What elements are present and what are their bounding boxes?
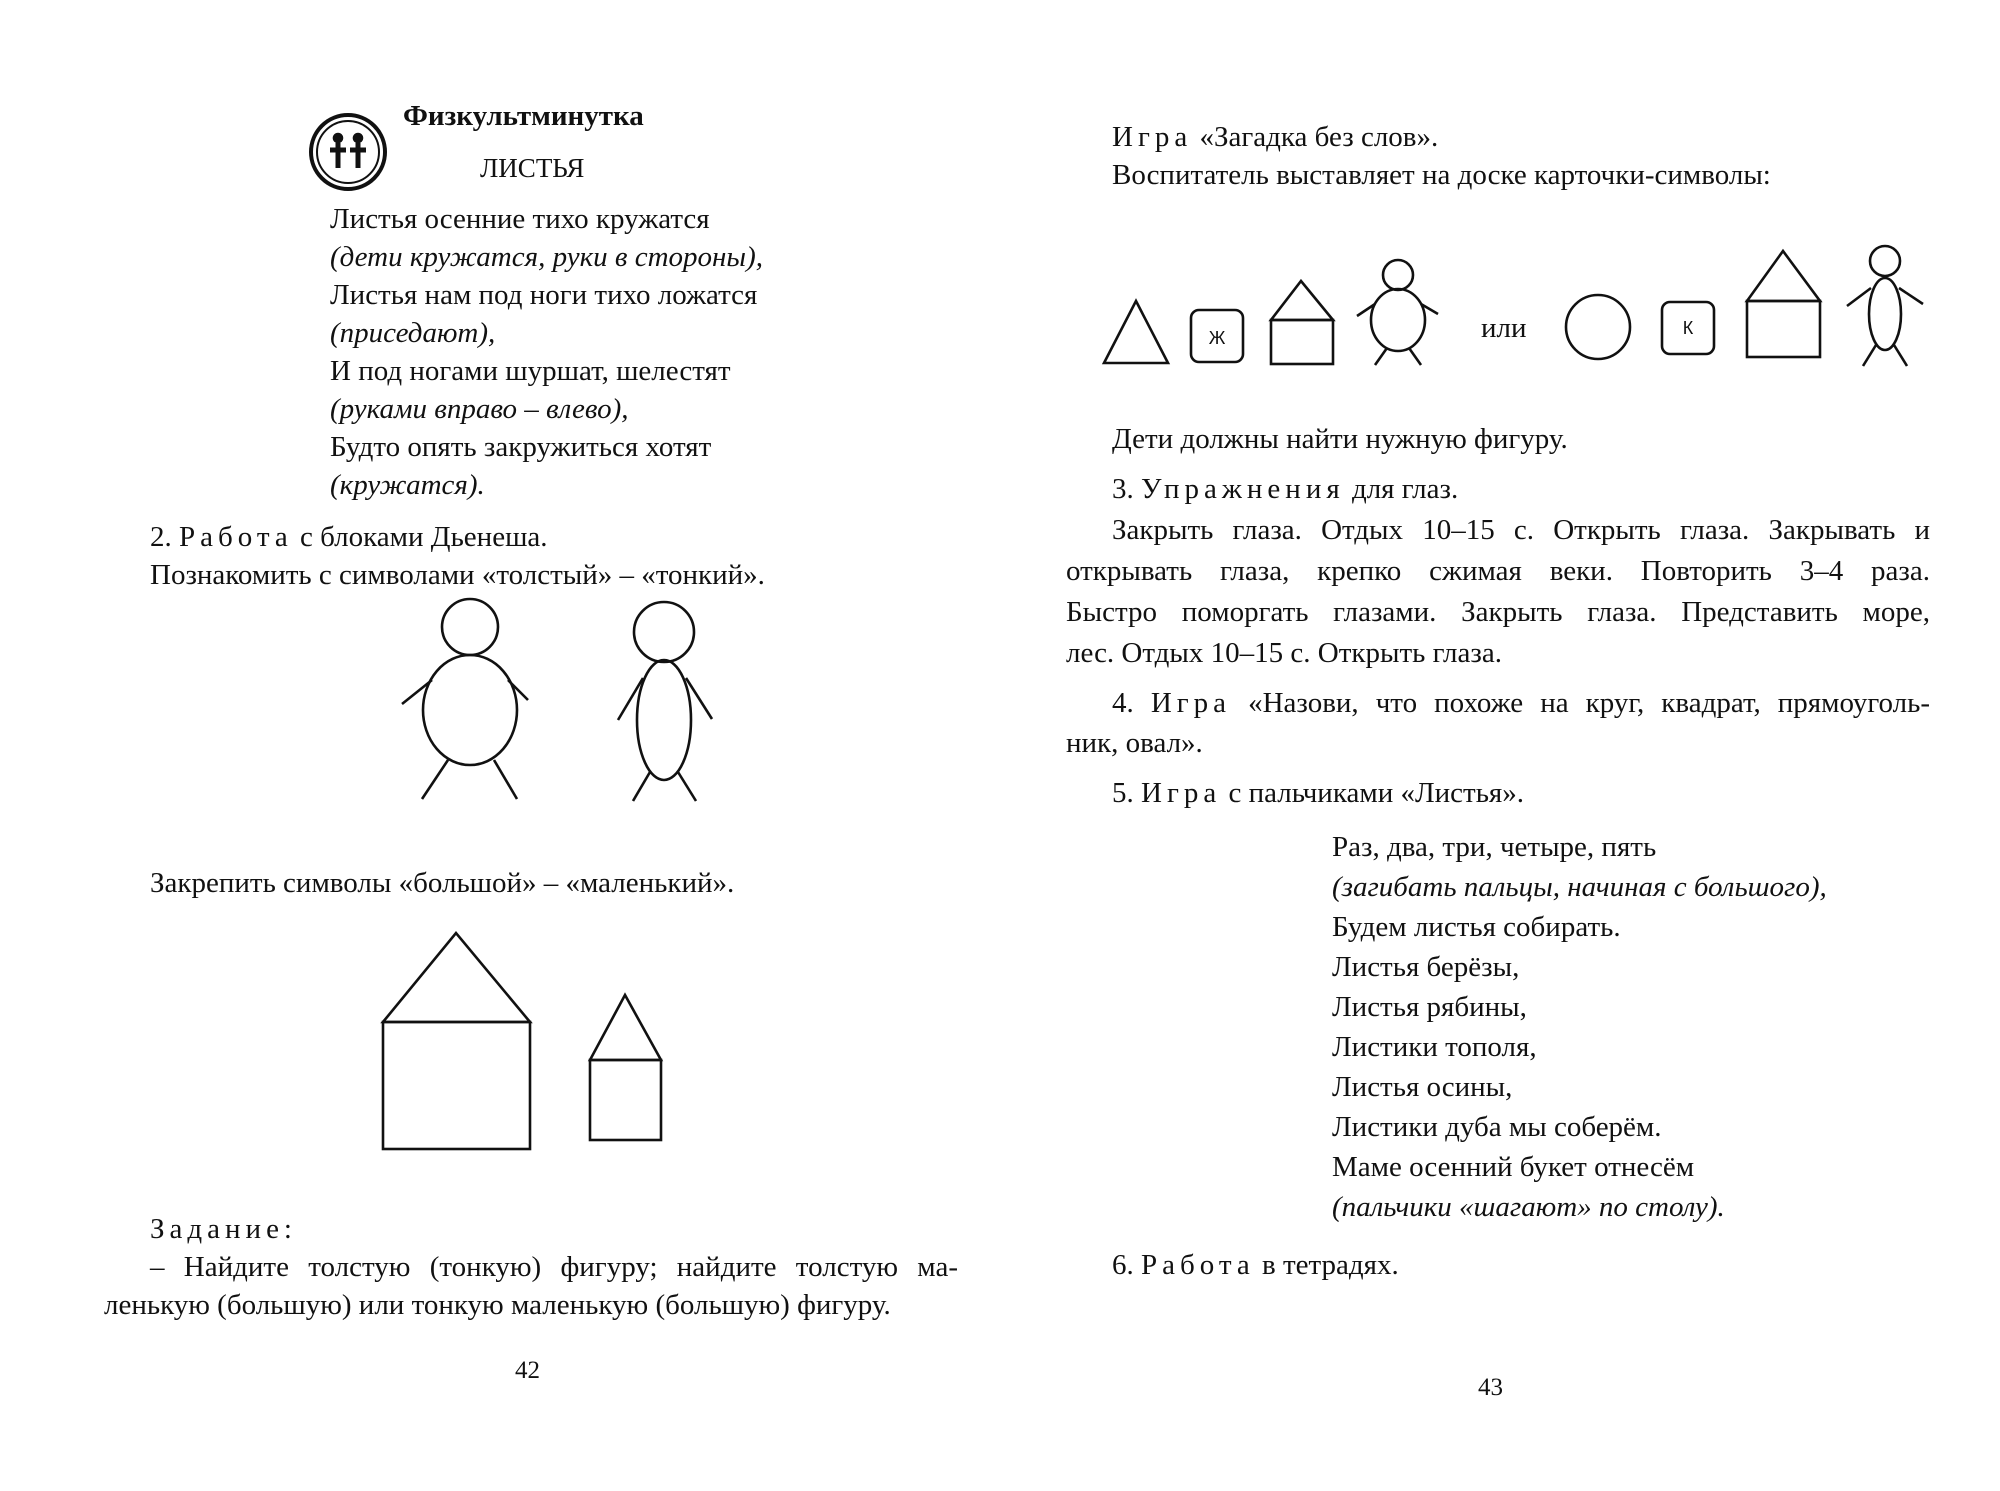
poem-line: Маме осенний букет отнесём (1332, 1151, 1695, 1183)
task-line: ленькую (большую) или тонкую маленькую (большую) фигуру. (104, 1289, 891, 1321)
section-rest: «Назови, что похоже на круг, квадрат, прямоуголь- (1248, 687, 1931, 719)
card-k-icon (1660, 300, 1720, 360)
task-label: Задание: (150, 1213, 297, 1245)
card-letter: К (1682, 318, 1694, 338)
big-house-icon (1744, 248, 1824, 363)
section-number: 5. (1112, 777, 1134, 809)
section-2-heading (150, 518, 548, 556)
circle-icon (1563, 292, 1633, 362)
fat-person-icon (1355, 258, 1440, 368)
poem-line: И под ногами шуршат, шелестят (330, 355, 731, 387)
poem-line: (загибать пальцы, начиная с большого), (1332, 871, 1827, 903)
poem-line: Раз, два, три, четыре, пять (1332, 831, 1657, 863)
poem-line: (приседают), (330, 317, 496, 349)
section-3-line: Закрыть глаза. Отдых 10–15 с. Открыть глаза. Закрывать и (1112, 514, 1930, 546)
right-page (1000, 0, 2000, 1491)
section-subtitle: ЛИСТЬЯ (480, 153, 585, 183)
section-number: 3. (1112, 473, 1134, 505)
house-icon (1268, 278, 1338, 368)
poem-line: Листики дуба мы соберём. (1332, 1111, 1662, 1143)
big-house-icon (380, 930, 535, 1155)
children-text: Дети должны найти нужную фигуру. (1112, 423, 1568, 455)
section-keyword: Работа (1141, 1249, 1255, 1281)
section-rest: с блоками Дьенеша. (300, 521, 548, 553)
section-number: 4. (1112, 687, 1134, 719)
card-zh-icon (1189, 308, 1249, 368)
card-letter: Ж (1208, 328, 1226, 348)
poem-line: Листья нам под ноги тихо ложатся (330, 279, 758, 311)
section-title: Физкультминутка (403, 100, 644, 132)
section-3-heading (1112, 470, 1458, 508)
poem-line: Листья рябины, (1332, 991, 1527, 1023)
page-number: 42 (515, 1357, 540, 1384)
section-rest: в тетрадях. (1262, 1249, 1399, 1281)
game-1-heading (1112, 118, 1438, 156)
fat-person-icon (400, 598, 530, 808)
section-6-heading (1112, 1246, 1399, 1284)
poem-line: Будем листья собирать. (1332, 911, 1621, 943)
poem-line: Листья берёзы, (1332, 951, 1520, 983)
section-keyword: Работа (179, 521, 293, 553)
poem-line: Будто опять закружиться хотят (330, 431, 712, 463)
poem-line: (пальчики «шагают» по столу). (1332, 1191, 1725, 1223)
triangle-icon (1101, 297, 1171, 367)
section-5-heading (1112, 774, 1524, 812)
section-keyword: Игра (1150, 687, 1232, 719)
section-4-text: ник, овал». (1066, 727, 1203, 759)
section-2-text: Познакомить с символами «толстый» – «тонкий». (150, 559, 765, 591)
poem-line: Листики тополя, (1332, 1031, 1537, 1063)
thin-person-icon (612, 598, 722, 808)
reinforce-text: Закрепить символы «большой» – «маленький». (150, 867, 735, 899)
section-rest: с пальчиками «Листья». (1228, 777, 1525, 809)
section-number: 6. (1112, 1249, 1134, 1281)
section-rest: «Загадка без слов». (1199, 121, 1439, 153)
poem-line: (кружатся). (330, 469, 485, 501)
section-3-line: открывать глаза, крепко сжимая веки. Повторить 3–4 раза. (1066, 555, 1930, 587)
two-people-circle-icon (308, 112, 388, 192)
section-3-line: лес. Отдых 10–15 с. Открыть глаза. (1066, 637, 1502, 669)
section-number: 2. (150, 521, 172, 553)
page-number: 43 (1478, 1374, 1503, 1401)
section-keyword: Игра (1141, 777, 1222, 809)
section-keyword: Упражнения (1141, 473, 1345, 505)
poem-line: (дети кружатся, руки в стороны), (330, 241, 763, 273)
section-rest: для глаз. (1351, 473, 1459, 505)
poem-line: Листья осины, (1332, 1071, 1513, 1103)
poem-line: (руками вправо – влево), (330, 393, 629, 425)
task-line: – Найдите толстую (тонкую) фигуру; найдите толстую ма- (150, 1251, 958, 1283)
game-1-text: Воспитатель выставляет на доске карточки-символы: (1112, 159, 1771, 191)
poem-line: Листья осенние тихо кружатся (330, 203, 710, 235)
section-3-line: Быстро поморгать глазами. Закрыть глаза. Представить море, (1066, 596, 1930, 628)
section-keyword: Игра (1112, 121, 1193, 153)
small-house-icon (587, 992, 667, 1147)
thin-person-icon (1845, 244, 1925, 369)
section-4-heading (1112, 684, 1930, 722)
symbols-separator: или (1481, 312, 1527, 344)
